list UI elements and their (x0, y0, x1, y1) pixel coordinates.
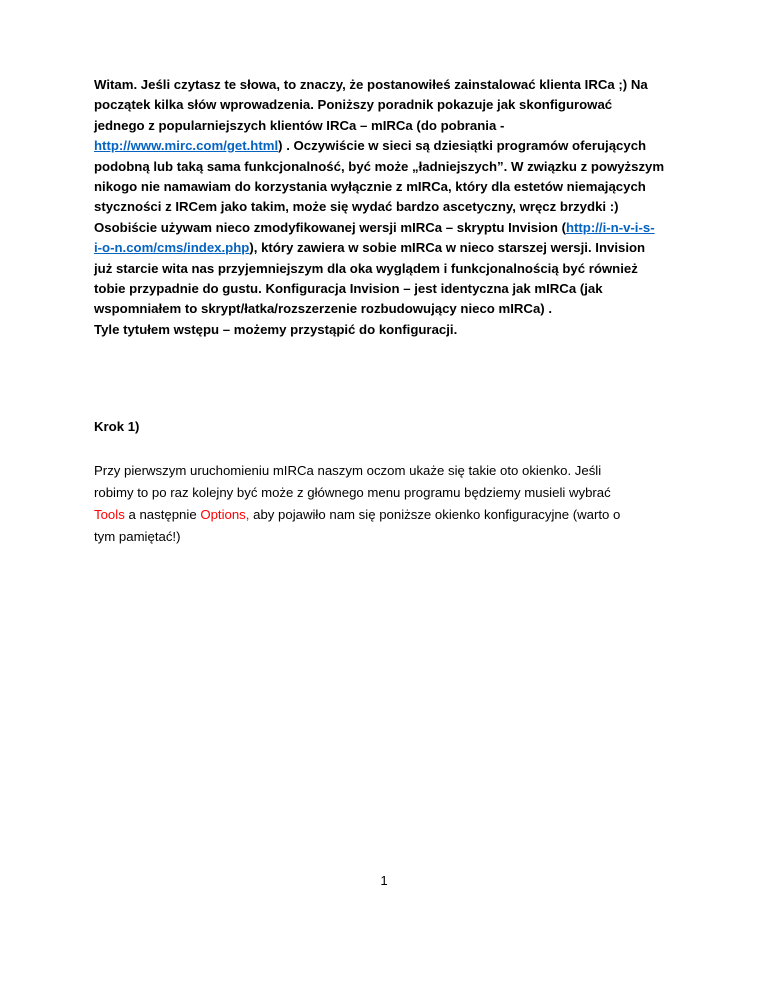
intro-line: tobie przypadnie do gustu. Konfiguracja Invision – jest identyczna jak mIRCa (jak (94, 281, 603, 297)
intro-line (94, 218, 694, 238)
intro-line: Tyle tytułem wstępu – możemy przystąpić do konfiguracji. (94, 321, 458, 337)
intro-paragraph (94, 75, 694, 340)
intro-line (94, 238, 694, 258)
intro-text: ) . Oczywiście w sieci są dziesiątki programów oferujących (278, 138, 647, 154)
intro-line: początek kilka słów wprowadzenia. Poniższy poradnik pokazuje jak skonfigurować (94, 97, 613, 113)
step-1-heading: Krok 1) (94, 419, 140, 434)
intro-line: jednego z popularniejszych klientów IRCa – mIRCa (do pobrania - (94, 117, 505, 133)
step-line (94, 504, 694, 526)
step-text: a następnie (124, 507, 201, 522)
intro-line: Witam. Jeśli czytasz te słowa, to znaczy, że postanowiłeś zainstalować klienta IRCa ;) Na (94, 77, 648, 92)
step-line: Przy pierwszym uruchomieniu mIRCa naszym oczom ukaże się takie oto okienko. Jeśli (94, 463, 602, 478)
intro-line: wspomniałem to skrypt/łatka/rozszerzenie rozbudowujący nieco mIRCa) . (94, 301, 553, 317)
intro-text: ), który zawiera w sobie mIRCa w nieco starszej wersji. Invision (249, 240, 646, 256)
intro-text: Osobiście używam nieco zmodyfikowanej wersji mIRCa – skryptu Invision ( (94, 219, 566, 235)
step-1-paragraph (94, 460, 694, 548)
invision-link-continued[interactable]: i-o-n.com/cms/index.php (94, 240, 250, 256)
intro-line: nikogo nie namawiam do korzystania wyłącznie z mIRCa, który dla estetów niemających (94, 179, 646, 195)
tools-menu-reference: Tools (94, 507, 125, 522)
intro-line: podobną lub taką sama funkcjonalność, być może „ładniejszych”. W związku z powyższym (94, 158, 665, 174)
options-menu-reference: Options, (200, 507, 250, 522)
step-line: robimy to po raz kolejny być może z głównego menu programu będziemy musieli wybrać (94, 485, 611, 500)
step-line: tym pamiętać!) (94, 529, 181, 544)
mirc-download-link[interactable]: http://www.mirc.com/get.html (94, 138, 279, 154)
step-text: aby pojawiło nam się poniższe okienko konfiguracyjne (warto o (249, 507, 621, 522)
intro-line: już starcie wita nas przyjemniejszym dla oka wyglądem i funkcjonalnością być również (94, 260, 638, 276)
intro-line (94, 136, 694, 156)
invision-link[interactable]: http://i-n-v-i-s- (565, 219, 655, 235)
page-number: 1 (380, 873, 388, 888)
intro-line: styczności z IRCem jako takim, może się wydać bardzo ascetyczny, wręcz brzydki :) (94, 199, 619, 215)
